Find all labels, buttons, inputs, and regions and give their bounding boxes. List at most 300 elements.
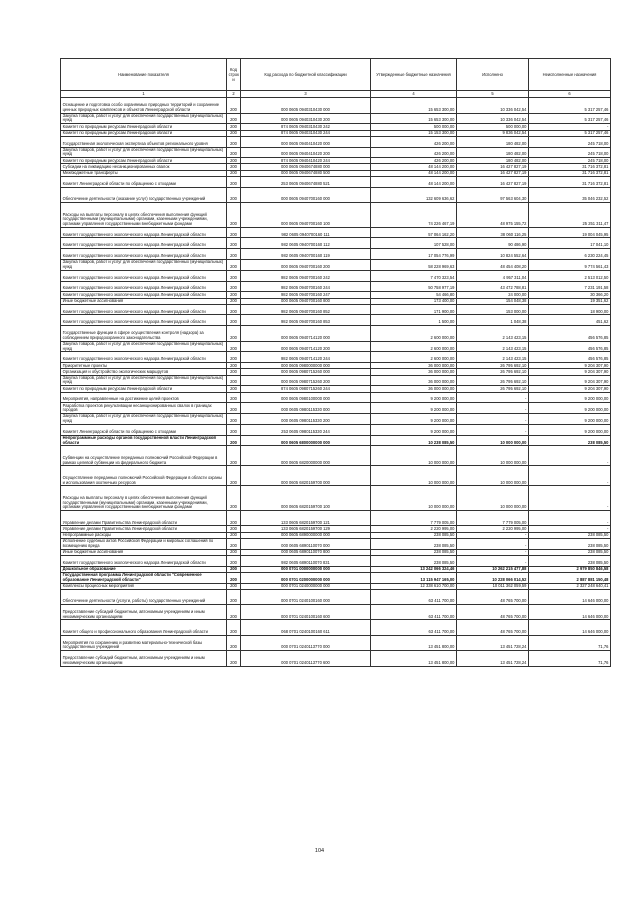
row-line-code: 200 [227,164,241,170]
row-indicator-name: Закупка товаров, работ и услуг для обеспечения государственных (муниципальных) нужд [61,414,227,425]
row-budget-code: 874 0605 0980715260 244 [241,386,371,392]
column-index: 6 [529,90,611,98]
row-unexecuted: 9 204 307,90 [529,369,611,375]
row-approved: 426 200,00 [371,158,457,164]
row-executed: 26 795 692,10 [457,386,529,392]
row-executed: 24 000,00 [457,292,529,298]
table-row [61,176,611,187]
row-unexecuted: 2 327 248 640,41 [529,583,611,589]
row-line-code: 200 [227,572,241,583]
row-indicator-name: Мероприятия, направленные на достижение целей проектов [61,392,227,403]
row-indicator-name: Исполнение судебных актов Российской Федерации и мировых соглашений по возмещению вреда [61,538,227,549]
row-indicator-name: Комплексы процессных мероприятий [61,583,227,589]
row-executed: 180 482,00 [457,136,529,147]
row-approved: 171 900,00 [371,304,457,315]
row-line-code: 200 [227,466,241,486]
row-executed: 10 262 215 477,88 [457,566,529,572]
row-indicator-name: Приоритетные проекты [61,363,227,369]
table-row [61,227,611,238]
row-indicator-name: Субсидии на ликвидацию несанкционированных свалок [61,164,227,170]
row-approved: 58 228 969,63 [371,259,457,270]
column-index: 3 [241,90,371,98]
row-line-code: 200 [227,403,241,414]
row-indicator-name: Предоставление субсидий бюджетным, автономным учреждениям и иным некоммерческим организациям [61,605,227,620]
row-line-code: 200 [227,363,241,369]
row-indicator-name: Закупка товаров, работ и услуг для обеспечения государственных (муниципальных) нужд [61,341,227,352]
row-unexecuted: 5 317 257,46 [529,130,611,136]
row-approved: 36 000 000,00 [371,375,457,386]
row-line-code: 200 [227,147,241,158]
row-unexecuted: 25 251 311,47 [529,203,611,228]
row-executed: - [457,538,529,549]
row-unexecuted: 7 231 191,58 [529,281,611,292]
row-executed: 7 779 005,00 [457,511,529,526]
row-line-code: 200 [227,414,241,425]
row-line-code: 200 [227,187,241,202]
row-approved: 2 220 995,00 [371,526,457,532]
table-row [61,352,611,363]
header-unexecuted: Неисполненные назначения [529,59,611,91]
row-approved: 9 200 000,00 [371,403,457,414]
row-executed: 48 765 700,00 [457,620,529,635]
row-approved: 426 200,00 [371,136,457,147]
table-row [61,259,611,270]
table-header-row [61,59,611,91]
header-indicator-name: Наименование показателя [61,59,227,91]
row-approved: 426 200,00 [371,147,457,158]
row-executed: 2 143 423,15 [457,352,529,363]
row-approved: 57 064 162,20 [371,227,457,238]
row-indicator-name: Расходы на выплаты персоналу в целях обеспечения выполнения функций государственными (муниципальными) органами, казенными учреждениями, органами управления государственными внебюджетными фондами [61,203,227,228]
column-index: 1 [61,90,227,98]
table-row [61,238,611,249]
row-executed: 16 427 827,19 [457,176,529,187]
row-budget-code: 000 0605 0940700160 800 [241,298,371,304]
row-approved: 48 144 200,00 [371,170,457,176]
row-line-code: 200 [227,549,241,555]
row-executed: - [457,424,529,435]
row-unexecuted: 19 351,62 [529,298,611,304]
row-line-code: 200 [227,113,241,124]
table-row [61,147,611,158]
row-line-code: 200 [227,538,241,549]
row-indicator-name: Комитет по природным ресурсам Ленинградской области [61,386,227,392]
row-indicator-name: Комитет государственного экологического надзора Ленинградской области [61,292,227,298]
row-approved: 238 085,50 [371,532,457,538]
row-unexecuted: 30 366,20 [529,292,611,298]
row-budget-code: 982 0605 0940714120 244 [241,352,371,363]
row-unexecuted: 456 576,85 [529,352,611,363]
row-indicator-name: Государственные функции в сфере осуществления контроля (надзора) за соблюдением природоохранного законодательства [61,326,227,341]
row-executed: 10 824 552,64 [457,249,529,260]
row-budget-code: 000 0605 0980715260 000 [241,369,371,375]
table-row [61,270,611,281]
row-unexecuted: 19 004 045,95 [529,227,611,238]
row-executed: 10 228 066 014,52 [457,572,529,583]
row-approved: 1 500,00 [371,315,457,326]
row-indicator-name: Предоставление субсидий бюджетным, автономным учреждениям и иным некоммерческим организациям [61,651,227,666]
row-budget-code: 000 0605 0940674880 500 [241,170,371,176]
row-executed: 10 000 000,00 [457,435,529,446]
row-indicator-name: Обеспечение деятельности (оказание услуг) государственных учреждений [61,187,227,202]
row-budget-code: 982 0605 0940700160 247 [241,292,371,298]
row-unexecuted: 71,76 [529,635,611,650]
column-index-row [61,90,611,98]
row-unexecuted: 9 774 561,43 [529,259,611,270]
row-line-code: 200 [227,176,241,187]
row-approved: 54 466,80 [371,292,457,298]
row-executed: - [457,403,529,414]
table-row [61,538,611,549]
row-budget-code: 982 0605 0940700160 242 [241,270,371,281]
budget-report-sheet [60,58,610,667]
table-row [61,304,611,315]
row-budget-code: 253 0605 0940674880 521 [241,176,371,187]
row-budget-code: 000 0701 0240100160 600 [241,605,371,620]
row-indicator-name: Обеспечение деятельности (услуги, работы) государственных учреждений [61,589,227,604]
row-budget-code: 133 0605 6820159700 121 [241,511,371,526]
row-approved: 238 085,50 [371,555,457,566]
row-budget-code: 982 0605 0940700160 244 [241,281,371,292]
row-approved: 15 153 300,00 [371,130,457,136]
row-executed: 2 143 423,15 [457,326,529,341]
row-indicator-name: Разработка проектов рекультивации несанкционированных свалок в границах городов [61,403,227,414]
row-executed: 10 000 000,00 [457,446,529,466]
row-executed: 180 482,00 [457,147,529,158]
row-line-code: 200 [227,270,241,281]
row-approved: 2 600 000,00 [371,341,457,352]
row-executed: 48 765 700,00 [457,605,529,620]
row-budget-code: 000 0605 0940310430 000 [241,98,371,113]
row-indicator-name: Комитет по природным ресурсам Ленинградской области [61,158,227,164]
table-row [61,203,611,228]
row-unexecuted: 5 317 257,46 [529,98,611,113]
row-budget-code: 000 0605 0940714120 200 [241,341,371,352]
row-approved: 12 338 610 700,00 [371,583,457,589]
row-executed: 97 563 604,30 [457,187,529,202]
row-budget-code: 000 0605 0980115330 200 [241,414,371,425]
row-approved: 107 528,00 [371,238,457,249]
row-unexecuted: 2 887 881 150,48 [529,572,611,583]
row-line-code: 200 [227,566,241,572]
row-approved: 9 200 000,00 [371,414,457,425]
row-budget-code: 000 0701 0240113770 600 [241,651,371,666]
table-row [61,315,611,326]
row-executed: 500 000,00 [457,124,529,130]
table-row [61,341,611,352]
row-indicator-name: Комитет государственного экологического надзора Ленинградской области [61,238,227,249]
row-approved: 500 000,00 [371,124,457,130]
row-line-code: 200 [227,526,241,532]
column-index: 4 [371,90,457,98]
row-unexecuted: 2 979 850 846,58 [529,566,611,572]
table-row [61,555,611,566]
row-indicator-name: Комитет государственного экологического надзора Ленинградской области [61,304,227,315]
row-line-code: 200 [227,249,241,260]
row-unexecuted: 238 085,50 [529,435,611,446]
row-unexecuted: - [529,526,611,532]
row-approved: 36 000 000,00 [371,369,457,375]
row-unexecuted: 14 646 000,00 [529,620,611,635]
row-line-code: 200 [227,281,241,292]
row-unexecuted: 238 085,50 [529,549,611,555]
row-indicator-name: Комитет государственного экологического надзора Ленинградской области [61,227,227,238]
row-indicator-name: Комитет государственного экологического надзора Ленинградской области [61,555,227,566]
row-indicator-name: Управление делами Правительства Ленинградской области [61,511,227,526]
row-executed: 153 000,00 [457,304,529,315]
row-budget-code: 000 0605 0980000000 000 [241,363,371,369]
row-indicator-name: Дошкольное образование [61,566,227,572]
row-indicator-name: Непрограммные расходы органов государственной власти Ленинградской области [61,435,227,446]
row-unexecuted: 31 716 372,81 [529,176,611,187]
row-approved: 13 451 800,00 [371,635,457,650]
row-executed: 90 486,90 [457,238,529,249]
row-line-code: 200 [227,386,241,392]
row-unexecuted: 9 204 307,90 [529,386,611,392]
row-approved: 63 411 700,00 [371,605,457,620]
row-approved: 48 144 200,00 [371,164,457,170]
row-budget-code: 000 0701 0240113770 000 [241,635,371,650]
row-executed: 48 975 155,72 [457,203,529,228]
row-budget-code: 874 0605 0940310430 244 [241,130,371,136]
row-executed: 16 427 827,19 [457,164,529,170]
row-executed: 10 000 000,00 [457,466,529,486]
row-indicator-name: Комитет государственного экологического надзора Ленинградской области [61,315,227,326]
row-line-code: 200 [227,315,241,326]
row-unexecuted: 456 576,85 [529,326,611,341]
budget-execution-table [60,58,611,667]
row-budget-code: 000 0701 0240100160 000 [241,589,371,604]
row-indicator-name: Расходы на выплаты персоналу в целях обеспечения выполнения функций государственными (муниципальными) органами, казенными учреждениями, органами управления государственными внебюджетными фондами [61,486,227,511]
row-executed: 4 957 311,04 [457,270,529,281]
row-budget-code: 874 0605 0940310430 242 [241,124,371,130]
row-executed: 1 048,38 [457,315,529,326]
row-unexecuted: - [529,511,611,526]
header-approved: Утвержденные бюджетные назначения [371,59,457,91]
row-executed: 16 427 827,19 [457,170,529,176]
row-line-code: 200 [227,341,241,352]
row-indicator-name: Субвенции на осуществление переданных полномочий Российской Федерации в рамках целевой субвенции из федерального бюджета [61,446,227,466]
page-number: 104 [314,848,325,854]
table-row [61,589,611,604]
row-budget-code: 982 0605 0940700160 852 [241,304,371,315]
row-approved: 17 054 776,99 [371,249,457,260]
row-executed: 10 336 042,54 [457,113,529,124]
row-indicator-name: Комитет по природным ресурсам Ленинградской области [61,124,227,130]
row-executed: 38 060 116,25 [457,227,529,238]
row-executed: 180 482,00 [457,158,529,164]
row-unexecuted: - [529,466,611,486]
row-approved: 10 238 085,50 [371,435,457,446]
row-executed: 2 220 995,00 [457,526,529,532]
row-approved: 132 609 636,62 [371,187,457,202]
row-unexecuted: 238 085,50 [529,532,611,538]
row-unexecuted: 31 716 372,81 [529,170,611,176]
row-line-code: 200 [227,605,241,620]
row-executed: - [457,392,529,403]
row-executed: 2 143 423,15 [457,341,529,352]
row-indicator-name: Иные бюджетные ассигнования [61,298,227,304]
row-budget-code: 000 0701 0000000000 000 [241,566,371,572]
row-line-code: 200 [227,392,241,403]
row-approved: 48 144 200,00 [371,176,457,187]
row-indicator-name: Организация и обустройство экологических маршрутов [61,369,227,375]
row-indicator-name: Комитет Ленинградской области по обращению с отходами [61,176,227,187]
row-approved: 13 451 800,00 [371,651,457,666]
row-line-code: 200 [227,203,241,228]
table-row [61,435,611,446]
row-approved: 2 600 000,00 [371,352,457,363]
row-indicator-name: Комитет государственного экологического надзора Ленинградской области [61,270,227,281]
row-unexecuted: 14 646 000,00 [529,589,611,604]
row-unexecuted: 6 230 224,45 [529,249,611,260]
row-approved: 238 085,50 [371,549,457,555]
row-approved: 10 000 000,00 [371,486,457,511]
row-budget-code: 133 0605 6820159700 129 [241,526,371,532]
row-unexecuted: 245 718,00 [529,136,611,147]
row-approved: 74 226 467,19 [371,203,457,228]
row-line-code: 200 [227,651,241,666]
row-line-code: 200 [227,583,241,589]
row-approved: 9 200 000,00 [371,424,457,435]
row-budget-code: 000 0605 6820000000 000 [241,446,371,466]
row-unexecuted: 9 204 307,90 [529,375,611,386]
row-executed: 154 048,38 [457,298,529,304]
table-row [61,446,611,466]
row-unexecuted: 451,62 [529,315,611,326]
row-budget-code: 000 0701 0240000000 000 [241,583,371,589]
row-line-code: 200 [227,424,241,435]
row-unexecuted: 245 718,00 [529,158,611,164]
table-row [61,414,611,425]
row-line-code: 200 [227,98,241,113]
row-indicator-name: Государственная программа Ленинградской области "Современное образование Ленинградской области" [61,572,227,583]
row-indicator-name: Комитет государственного экологического надзора Ленинградской области [61,249,227,260]
row-executed: - [457,549,529,555]
row-indicator-name: Оснащение и подготовка особо охраняемых природных территорий и сохранение ценных природных комплексов и объектов Ленинградской области [61,98,227,113]
row-executed: - [457,532,529,538]
table-row [61,281,611,292]
row-line-code: 200 [227,158,241,164]
row-budget-code: 000 0701 0200000000 000 [241,572,371,583]
table-row [61,326,611,341]
row-line-code: 200 [227,292,241,298]
column-index: 2 [227,90,241,98]
row-budget-code: 000 0605 0980715260 200 [241,375,371,386]
row-executed: 43 472 788,81 [457,281,529,292]
row-budget-code: 000 0605 0940410420 200 [241,147,371,158]
row-budget-code: 000 0605 0940700160 000 [241,187,371,202]
row-executed: 26 795 692,10 [457,363,529,369]
table-body [61,98,611,666]
row-budget-code: 000 0605 6890110070 000 [241,538,371,549]
row-budget-code: 000 0605 6820159700 000 [241,466,371,486]
row-budget-code: 000 0605 6800000000 000 [241,435,371,446]
row-indicator-name: Мероприятия по сохранению и развитию материально-технической базы государственных учреждений [61,635,227,650]
row-indicator-name: Управление делами Правительства Ленинградской области [61,526,227,532]
table-row [61,403,611,414]
row-line-code: 200 [227,555,241,566]
table-row [61,635,611,650]
row-indicator-name: Закупка товаров, работ и услуг для обеспечения государственных (муниципальных) нужд [61,375,227,386]
table-row [61,651,611,666]
row-approved: 15 653 300,00 [371,98,457,113]
table-row [61,572,611,583]
row-approved: 36 000 000,00 [371,386,457,392]
row-unexecuted: - [529,486,611,511]
row-executed: 26 795 692,10 [457,375,529,386]
row-indicator-name: Закупка товаров, работ и услуг для обеспечения государственных (муниципальных) нужд [61,147,227,158]
row-approved: 10 000 000,00 [371,466,457,486]
row-approved: 238 085,50 [371,538,457,549]
row-unexecuted: 9 200 000,00 [529,414,611,425]
row-approved: 7 779 005,00 [371,511,457,526]
row-unexecuted: 5 317 257,46 [529,113,611,124]
row-budget-code: 982 0605 0940700160 119 [241,249,371,260]
row-line-code: 200 [227,170,241,176]
row-executed: 13 451 728,24 [457,635,529,650]
row-line-code: 200 [227,446,241,466]
row-budget-code: 000 0605 6890000000 000 [241,532,371,538]
row-line-code: 200 [227,589,241,604]
row-approved: 15 653 300,00 [371,113,457,124]
row-indicator-name: Комитет общего и профессионального образования Ленинградской области [61,620,227,635]
row-line-code: 200 [227,511,241,526]
row-budget-code: 982 0605 0940700160 112 [241,238,371,249]
row-executed: 10 011 362 059,59 [457,583,529,589]
row-indicator-name: Непрограммные расходы [61,532,227,538]
row-unexecuted: 2 513 012,50 [529,270,611,281]
row-unexecuted: 31 716 372,81 [529,164,611,170]
row-indicator-name: Государственная экологическая экспертиза объектов регионального уровня [61,136,227,147]
row-line-code: 200 [227,259,241,270]
table-row [61,98,611,113]
table-row [61,375,611,386]
row-executed: - [457,555,529,566]
row-unexecuted: 9 200 000,00 [529,403,611,414]
table-row [61,424,611,435]
row-line-code: 200 [227,238,241,249]
row-budget-code: 874 0605 0940410420 244 [241,158,371,164]
row-unexecuted: 9 200 000,00 [529,392,611,403]
row-indicator-name: Осуществление переданных полномочий Российской Федерации в области охраны и использования охотничьих ресурсов [61,466,227,486]
row-executed: 9 836 042,54 [457,130,529,136]
header-executed: Исполнено [457,59,529,91]
row-budget-code: 000 0605 0940714120 000 [241,326,371,341]
row-executed: - [457,414,529,425]
table-row [61,620,611,635]
row-indicator-name: Закупка товаров, работ и услуг для обеспечения государственных (муниципальных) нужд [61,113,227,124]
table-row [61,249,611,260]
row-unexecuted: 238 085,50 [529,538,611,549]
row-line-code: 200 [227,298,241,304]
table-row [61,392,611,403]
row-approved: 2 600 000,00 [371,326,457,341]
row-approved: 50 758 977,19 [371,281,457,292]
row-budget-code: 000 0605 6820159700 100 [241,486,371,511]
row-executed: 10 336 042,54 [457,98,529,113]
row-line-code: 200 [227,375,241,386]
row-unexecuted: 35 046 232,52 [529,187,611,202]
header-budget-code: Код расхода по бюджетной классификации [241,59,371,91]
row-executed: 13 451 728,24 [457,651,529,666]
row-indicator-name: Комитет по природным ресурсам Ленинградской области [61,130,227,136]
row-approved: 173 400,00 [371,298,457,304]
row-budget-code: 982 0605 0940700160 111 [241,227,371,238]
row-unexecuted: 9 200 000,00 [529,424,611,435]
row-line-code: 200 [227,124,241,130]
row-budget-code: 000 0605 0940700160 100 [241,203,371,228]
